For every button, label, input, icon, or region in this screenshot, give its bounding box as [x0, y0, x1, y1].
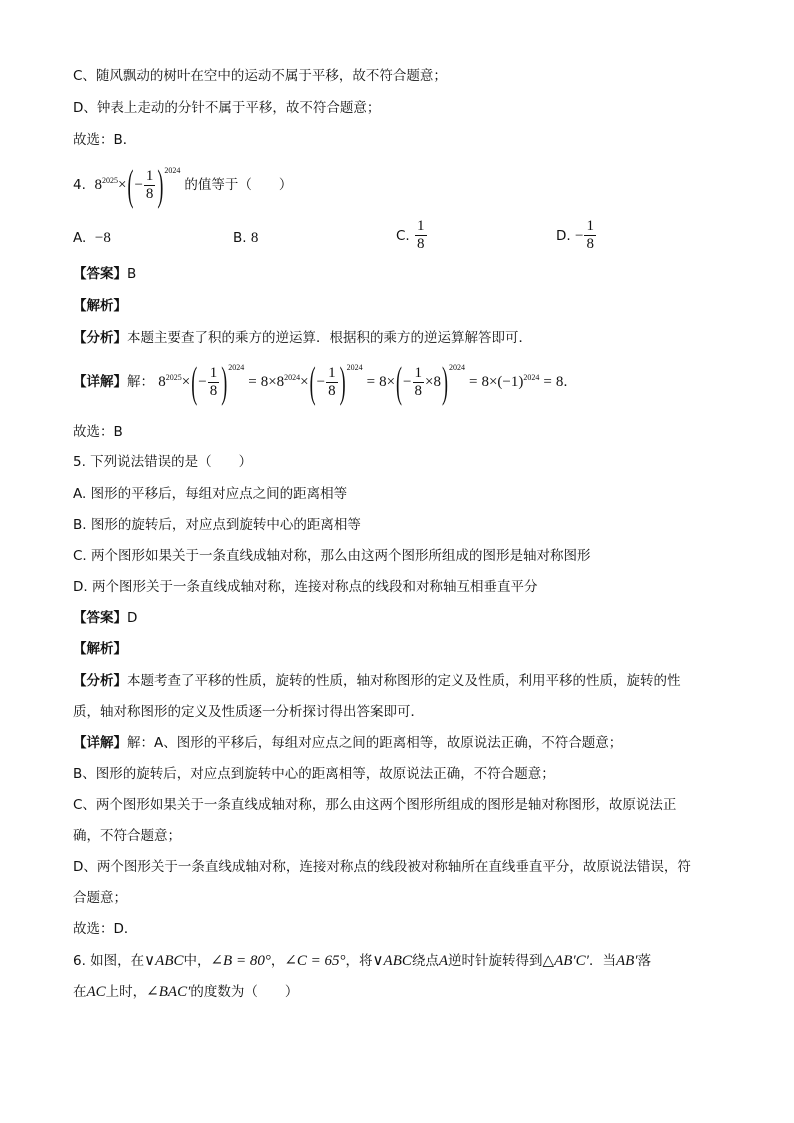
- q4-fenxi: [73, 328, 532, 348]
- eq-t2-exp2: 2024: [346, 363, 363, 372]
- eq-t1-lparen: (: [191, 358, 198, 406]
- q5-xiangjie-3: C、两个图形如果关于一条直线成轴对称，那么由这两个图形所组成的图形是轴对称图形，故原说法正: [73, 797, 677, 813]
- q5-option-d: D. 两个图形关于一条直线成轴对称，连接对称点的线段和对称轴互相垂直平分: [73, 579, 538, 595]
- q4-option-b-value: 8: [250, 230, 259, 246]
- eq-t1-rparen: ): [221, 358, 228, 406]
- q6-tri1: ∨ABC: [144, 953, 184, 969]
- eq-t1-base: 8: [158, 374, 166, 390]
- eq-t3-times: ×: [386, 374, 396, 390]
- q4-option-d-fraction: [584, 218, 596, 253]
- q6-stem-line-2: [73, 982, 298, 1002]
- q6-p5: 绕点: [411, 953, 439, 969]
- q6-angle-bac: ∠BAC′: [146, 984, 191, 1000]
- q5-xiangjie-6: 合题意；: [73, 890, 127, 906]
- q4-frac-num: 1: [145, 167, 154, 184]
- q5-fenxi-1: [73, 671, 681, 691]
- q6-p1: 6. 如图，在: [73, 953, 145, 969]
- q5-xiangjie-text-1: 解：A、图形的平移后，每组对应点之间的距离相等，故原说法正确，不符合题意；: [127, 735, 623, 751]
- q6-p7: ．当: [588, 953, 616, 969]
- eq-t2-times: ×: [268, 374, 277, 390]
- q4-option-d-label: D.: [556, 227, 571, 244]
- eq-t4-times: ×: [488, 374, 498, 390]
- q4-answer-value: B: [127, 266, 137, 282]
- eq-equals-2: =: [366, 374, 376, 390]
- q5-option-b: B. 图形的旋转后，对应点到旋转中心的距离相等: [73, 517, 361, 533]
- q4-option-d-num: 1: [586, 218, 594, 234]
- q6-p8: 落: [637, 953, 652, 969]
- eq-t1-minus: −: [198, 374, 207, 390]
- q4-answer-tag: 【答案】: [73, 266, 127, 282]
- q4-xiangjie-tag: 【详解】: [73, 374, 127, 390]
- q4-times: ×: [117, 177, 127, 193]
- q5-fenxi-text-1: 本题考查了平移的性质，旋转的性质，轴对称图形的定义及性质，利用平移的性质，旋转的性: [127, 673, 681, 689]
- eq-t3-lparen: (: [396, 358, 403, 406]
- eq-t3-minus: −: [403, 374, 412, 390]
- q4-stem: [73, 161, 293, 209]
- eq-t2-frac-den: 8: [328, 382, 336, 399]
- q4-exp2: 2024: [164, 166, 181, 175]
- q4-option-c-num: 1: [417, 218, 425, 234]
- q5-xiangjie-5: D、两个图形关于一条直线成轴对称，连接对称点的线段被对称轴所在直线垂直平分，故原说法错误，符: [73, 859, 691, 875]
- eq-t2-base: 8: [276, 374, 285, 390]
- q4-jie: 解：: [127, 374, 154, 390]
- q5-fenxi-tag: 【分析】: [73, 673, 127, 689]
- q4-fenxi-text: 本题主要查了积的乘方的逆运算．根据积的乘方的逆运算解答即可．: [127, 330, 532, 346]
- eq-end: ．: [563, 374, 577, 390]
- q4-frac-den: 8: [145, 185, 154, 202]
- q5-xiangjie-1: [73, 733, 622, 753]
- q5-analysis-label: 【解析】: [73, 641, 127, 657]
- q6-tri2: ∨ABC: [372, 953, 412, 969]
- q6-angle-b: ∠B = 80°: [210, 953, 271, 969]
- answer-line-d: D、钟表上走动的分针不属于平移，故不符合题意；: [73, 100, 381, 116]
- q4-option-d-minus: −: [574, 227, 584, 244]
- eq-t1-exp: 2025: [165, 373, 182, 382]
- q4-rparen: ): [157, 161, 164, 209]
- q4-choice: 故选：B: [73, 424, 123, 440]
- eq-t3-frac-num: 1: [414, 364, 423, 381]
- q6-segment: AB′: [615, 953, 638, 969]
- q4-base: 8: [94, 177, 102, 193]
- q5-option-a: A. 图形的平移后，每组对应点之间的距离相等: [73, 486, 348, 502]
- q4-option-c-den: 8: [417, 236, 425, 252]
- q4-answer: [73, 264, 136, 284]
- q4-option-c-label: C.: [396, 227, 410, 244]
- q6-l2a: 在: [73, 984, 87, 1000]
- q4-option-a: [73, 228, 111, 248]
- eq-t1-times: ×: [181, 374, 191, 390]
- eq-t1-frac-num: 1: [209, 364, 218, 381]
- q5-answer: [73, 608, 137, 628]
- q6-p2: 中，: [183, 953, 211, 969]
- q6-segment-ac: AC: [86, 984, 106, 1000]
- q5-fenxi-2: 质，轴对称图形的定义及性质逐一分析探讨得出答案即可．: [73, 704, 424, 720]
- q4-option-b: [233, 228, 258, 248]
- eq-equals-4: =: [543, 374, 552, 390]
- q6-l2c: 的度数为（ ）: [190, 984, 299, 1000]
- eq-t3-eight: 8: [379, 374, 387, 390]
- eq-t3-frac-den: 8: [414, 382, 423, 399]
- q6-p6: 逆时针旋转得到: [448, 953, 543, 969]
- q5-answer-value: D: [127, 610, 138, 626]
- q5-answer-tag: 【答案】: [73, 610, 127, 626]
- eq-t2-rparen: ): [339, 358, 346, 406]
- q4-option-c-fraction: [415, 218, 427, 253]
- q4-option-a-label: A.: [73, 230, 87, 246]
- eq-t2-exp: 2024: [284, 373, 301, 382]
- q4-option-b-label: B.: [233, 230, 247, 246]
- q5-stem: 5. 下列说法错误的是（ ）: [73, 454, 253, 470]
- q4-exp1: 2025: [101, 176, 118, 185]
- eq-t2-minus: −: [316, 374, 326, 390]
- eq-t4-eight: 8: [481, 374, 489, 390]
- q6-point-a: A: [438, 953, 449, 969]
- eq-equals-3: =: [468, 374, 478, 390]
- q5-xiangjie-2: B、图形的旋转后，对应点到旋转中心的距离相等，故原说法正确，不符合题意；: [73, 766, 555, 782]
- eq-t3-exp: 2024: [448, 363, 465, 372]
- eq-t1-exp2: 2024: [228, 363, 245, 372]
- eq-t3-times2: ×: [425, 374, 434, 390]
- q6-p4: ，将: [345, 953, 373, 969]
- q6-stem-line-1: [73, 951, 651, 971]
- q4-stem-text: 的值等于（ ）: [184, 177, 293, 193]
- q5-xiangjie-4: 确，不符合题意；: [73, 828, 181, 844]
- q5-option-c: C. 两个图形如果关于一条直线成轴对称，那么由这两个图形所组成的图形是轴对称图形: [73, 548, 591, 564]
- eq-t3-eight2: 8: [433, 374, 441, 390]
- answer-choice: 故选：B．: [73, 132, 137, 148]
- q6-tri3: △AB′C′: [542, 953, 589, 969]
- q5-choice: 故选：D．: [73, 921, 138, 937]
- q6-angle-c: ∠C = 65°: [284, 953, 346, 969]
- q5-analysis-tag: [73, 639, 127, 659]
- q5-xiangjie-tag: 【详解】: [73, 735, 127, 751]
- q4-option-d: [556, 218, 597, 253]
- eq-t3-frac: [413, 365, 425, 400]
- q4-analysis-tag: [73, 296, 127, 316]
- q4-fraction: [144, 168, 156, 203]
- q6-p3: ，: [270, 953, 285, 969]
- q4-minus: −: [134, 177, 143, 193]
- q4-analysis-label: 【解析】: [73, 298, 127, 314]
- eq-result: 8: [555, 374, 564, 390]
- q6-l2b: 上时，: [105, 984, 147, 1000]
- eq-t2-eight: 8: [260, 374, 269, 390]
- answer-line-c: C、随风飘动的树叶在空中的运动不属于平移，故不符合题意；: [73, 68, 447, 84]
- q4-number: 4.: [73, 177, 86, 193]
- eq-t2-frac: [326, 365, 338, 400]
- eq-t1-frac-den: 8: [209, 382, 218, 399]
- eq-t2-lparen: (: [309, 358, 316, 406]
- q4-fenxi-tag: 【分析】: [73, 330, 127, 346]
- eq-t4-exp: 2024: [523, 373, 540, 382]
- q4-lparen: (: [127, 161, 134, 209]
- q4-option-c: [396, 218, 428, 253]
- eq-t4-neg-one: (−1): [497, 374, 524, 390]
- q4-option-d-den: 8: [586, 236, 594, 252]
- eq-t1-frac: [208, 365, 220, 400]
- eq-t2-times2: ×: [300, 374, 309, 390]
- q4-option-a-value: −8: [94, 230, 111, 246]
- q4-solution-equation: [73, 358, 577, 406]
- eq-t3-rparen: ): [441, 358, 448, 406]
- eq-equals-1: =: [248, 374, 257, 390]
- eq-t2-frac-num: 1: [328, 364, 336, 381]
